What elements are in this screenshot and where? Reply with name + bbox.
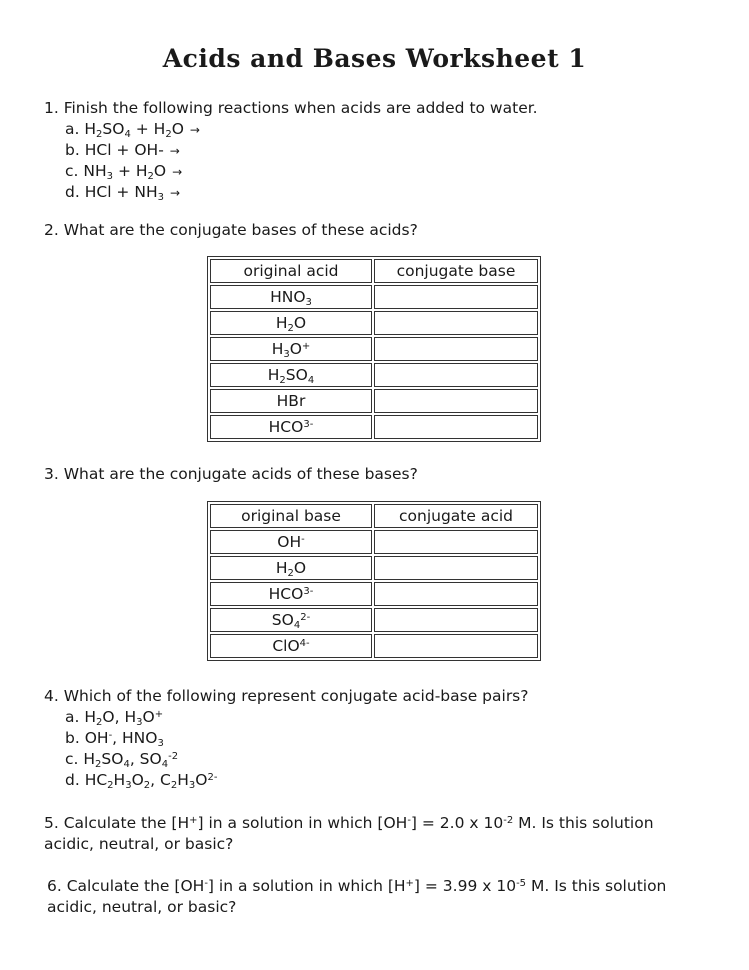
table-row (210, 389, 538, 413)
table-row (210, 415, 538, 439)
q1-option-d: d. HCl + $NH_3$ → (65, 183, 181, 203)
answer-cell[interactable] (374, 311, 538, 335)
q1-option-a: a. $H_2SO_4 + H_2O$ → (65, 120, 200, 140)
answer-cell[interactable] (374, 582, 538, 606)
table-row (210, 337, 538, 361)
question-1-options (65, 119, 200, 203)
answer-cell[interactable] (374, 634, 538, 658)
acid-cell: $H_2SO_4$ (210, 363, 372, 387)
answer-cell[interactable] (374, 389, 538, 413)
arrow-icon: → (189, 123, 200, 137)
table-row (210, 582, 538, 606)
q1-option-c: c. $NH_3 + H_2O$ → (65, 162, 183, 182)
question-4: 4. Which of the following represent conjugate acid-base pairs? (44, 687, 529, 705)
answer-cell[interactable] (374, 556, 538, 580)
question-1: 1. Finish the following reactions when acids are added to water. (44, 99, 538, 117)
table-header-row (210, 259, 538, 283)
conjugate-acids-table (207, 501, 541, 661)
header-conjugate-acid: conjugate acid (374, 504, 538, 528)
table-row (210, 363, 538, 387)
table-row (210, 608, 538, 632)
header-original-base: original base (210, 504, 372, 528)
arrow-icon: → (172, 165, 183, 179)
question-2: 2. What are the conjugate bases of these acids? (44, 221, 418, 239)
acid-cell: HBr (210, 389, 372, 413)
header-conjugate-base: conjugate base (374, 259, 538, 283)
q4-option-d: d. $HC_2H_3O_2$, $C_2H_3O^{2-}$ (65, 771, 218, 791)
base-cell: OH- (210, 530, 372, 554)
question-3: 3. What are the conjugate acids of these bases? (44, 465, 418, 483)
base-cell: $H_2O$ (210, 556, 372, 580)
table-row (210, 285, 538, 309)
conjugate-bases-table (207, 256, 541, 442)
question-5: 5. Calculate the [H+] in a solution in which [OH-] = 2.0 x $10^{-2}$ M. Is this solution acidic, neutral, or basic? (44, 814, 654, 853)
table-row (210, 311, 538, 335)
table-header-row (210, 504, 538, 528)
acid-cell: $H_2O$ (210, 311, 372, 335)
table-row (210, 634, 538, 658)
answer-cell[interactable] (374, 415, 538, 439)
worksheet-title: Acids and Bases Worksheet 1 (162, 44, 587, 73)
header-original-acid: original acid (210, 259, 372, 283)
q4-option-b: b. OH-, $HNO_3$ (65, 729, 164, 749)
base-cell: $HCO^{3-}$ (210, 582, 372, 606)
base-cell: ClO$^{4-}$ (210, 634, 372, 658)
answer-cell[interactable] (374, 337, 538, 361)
answer-cell[interactable] (374, 608, 538, 632)
arrow-icon: → (169, 144, 180, 158)
answer-cell[interactable] (374, 363, 538, 387)
table-row (210, 556, 538, 580)
q1-option-b: b. HCl + OH- → (65, 141, 180, 159)
acid-cell: $HNO_3$ (210, 285, 372, 309)
answer-cell[interactable] (374, 530, 538, 554)
acid-cell: $H_3O^+$ (210, 337, 372, 361)
question-6: 6. Calculate the [OH-] in a solution in which [H+] = 3.99 x $10^{-5}$ M. Is this solution acidic, neutral, or basic? (47, 877, 667, 916)
table-row (210, 530, 538, 554)
question-4-options (65, 707, 217, 791)
answer-cell[interactable] (374, 285, 538, 309)
q4-option-a: a. $H_2O$, $H_3O^+$ (65, 708, 164, 728)
q4-option-c: c. $H_2SO_4$, $SO_4^{-2}$ (65, 750, 179, 770)
arrow-icon: → (169, 186, 181, 200)
base-cell: $SO_4^{2-}$ (210, 608, 372, 632)
acid-cell: $HCO^{3-}$ (210, 415, 372, 439)
